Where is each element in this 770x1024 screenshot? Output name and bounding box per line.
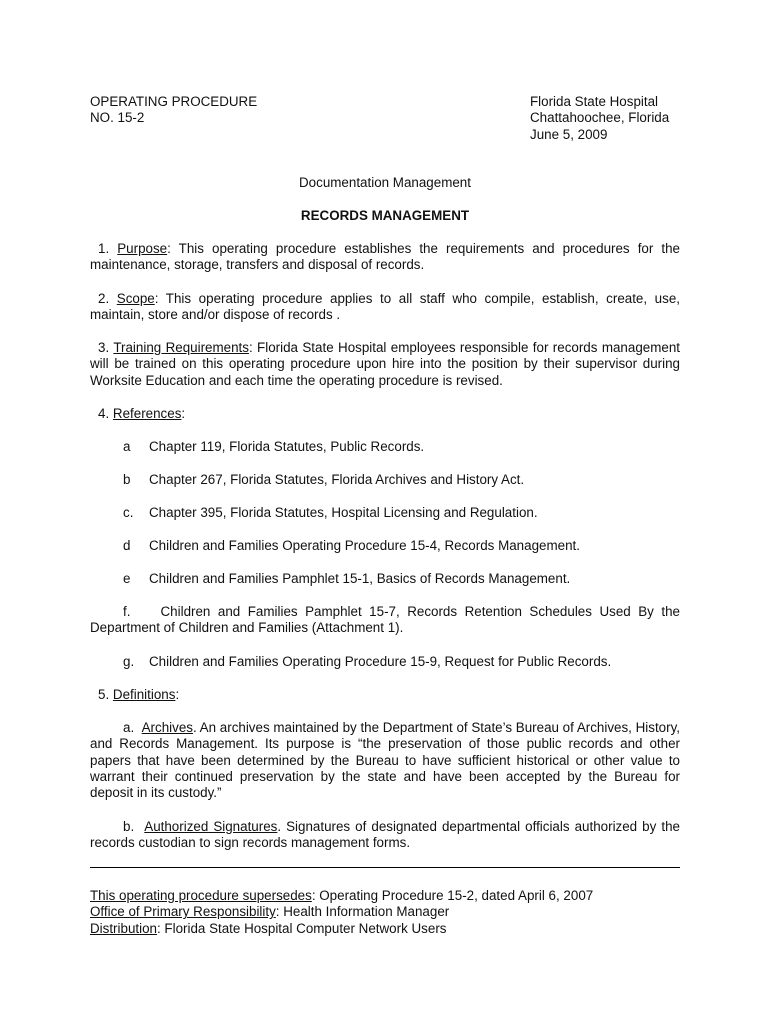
section-text: : This operating procedure applies to all staff who compile, establish, create, use, maintain, store and/or dispose of records . [90, 291, 680, 323]
section-colon: : [175, 687, 180, 702]
footer-office-text: : Health Information Manager [275, 904, 450, 920]
section-references [90, 406, 680, 422]
section-label: Scope [116, 291, 155, 306]
footer-distribution [90, 921, 680, 937]
definition-letter: b. [123, 819, 135, 834]
reference-item [90, 604, 680, 637]
reference-letter: b [123, 472, 131, 487]
section-number: 3. [98, 340, 110, 355]
hospital-name: Florida State Hospital [530, 94, 659, 109]
section-label: Definitions [112, 687, 176, 702]
definition-term: Archives [141, 720, 193, 735]
reference-letter: c. [123, 505, 134, 520]
footer-supersedes-label: This operating procedure supersedes [90, 888, 312, 903]
section-definitions [90, 687, 680, 703]
reference-text: Children and Families Operating Procedure 15-9, Request for Public Records. [149, 654, 612, 669]
section-label: References [112, 406, 182, 421]
definition-item [90, 720, 680, 801]
procedure-date: June 5, 2009 [530, 126, 608, 142]
hospital-location: Chattahoochee, Florida [530, 110, 670, 126]
section-text: : This operating procedure establishes the requirements and procedures for the maintenance, storage, transfers and disposal of records. [90, 241, 680, 273]
document-subtitle: Documentation Management [299, 175, 471, 190]
section-text: : Florida State Hospital employees responsible for records management will be trained on this operating procedure upon hire into the position by their supervisor during Worksite Education and each time the operating procedure is revised. [90, 340, 680, 388]
section-purpose [90, 241, 680, 274]
definition-text: . Signatures of designated departmental officials authorized by the records custodian to sign records management forms. [90, 819, 680, 851]
footer-supersedes-text: : Operating Procedure 15-2, dated April 6, 2007 [311, 888, 594, 903]
document-title: RECORDS MANAGEMENT [300, 208, 470, 223]
footer-office [90, 904, 680, 920]
footer-distribution-label: Distribution [90, 920, 157, 936]
section-label: Purpose [117, 241, 168, 256]
reference-text: Children and Families Pamphlet 15-1, Basics of Records Management. [149, 571, 571, 586]
reference-letter: d [123, 538, 131, 553]
section-colon: : [181, 406, 186, 421]
definition-letter: a. [123, 720, 135, 735]
reference-letter: a [123, 439, 131, 454]
section-number: 2. [98, 291, 110, 306]
section-number: 4. [98, 406, 110, 421]
footer-supersedes [90, 888, 680, 904]
footer [90, 888, 680, 937]
procedure-label: OPERATING PROCEDURE [90, 94, 258, 109]
section-number: 5. [98, 687, 110, 702]
definition-item [90, 819, 680, 852]
definition-term: Authorized Signatures [144, 819, 278, 834]
section-label: Training Requirements [113, 340, 249, 355]
document-page [90, 0, 680, 1024]
definition-text: . An archives maintained by the Department of State’s Bureau of Archives, History, and Records Management. Its purpose is “the preservation of those public records and other papers that have been determined by the Bureau to have sufficient historical or other value to warrant their continued preservation by the state and have been accepted by the Bureau for deposit in its custody.” [90, 720, 681, 801]
reference-text: Children and Families Pamphlet 15-7, Records Retention Schedules Used By the Department of Children and Families (Attachment 1). [90, 604, 680, 636]
procedure-header [90, 94, 257, 127]
footer-distribution-text: : Florida State Hospital Computer Network Users [156, 920, 447, 936]
section-scope [90, 291, 680, 324]
reference-text: Chapter 395, Florida Statutes, Hospital Licensing and Regulation. [149, 505, 538, 520]
footer-divider [90, 867, 680, 868]
hospital-header [530, 94, 669, 143]
footer-office-label: Office of Primary Responsibility [90, 904, 276, 920]
reference-letter: f. [123, 604, 131, 619]
reference-letter: g. [123, 654, 135, 669]
procedure-number: NO. 15-2 [90, 110, 145, 126]
reference-text: Chapter 119, Florida Statutes, Public Records. [149, 439, 425, 454]
reference-text: Chapter 267, Florida Statutes, Florida Archives and History Act. [149, 472, 525, 487]
reference-letter: e [123, 571, 131, 586]
section-number: 1. [98, 241, 110, 256]
reference-text: Children and Families Operating Procedure 15-4, Records Management. [149, 538, 580, 553]
section-training [90, 340, 680, 389]
